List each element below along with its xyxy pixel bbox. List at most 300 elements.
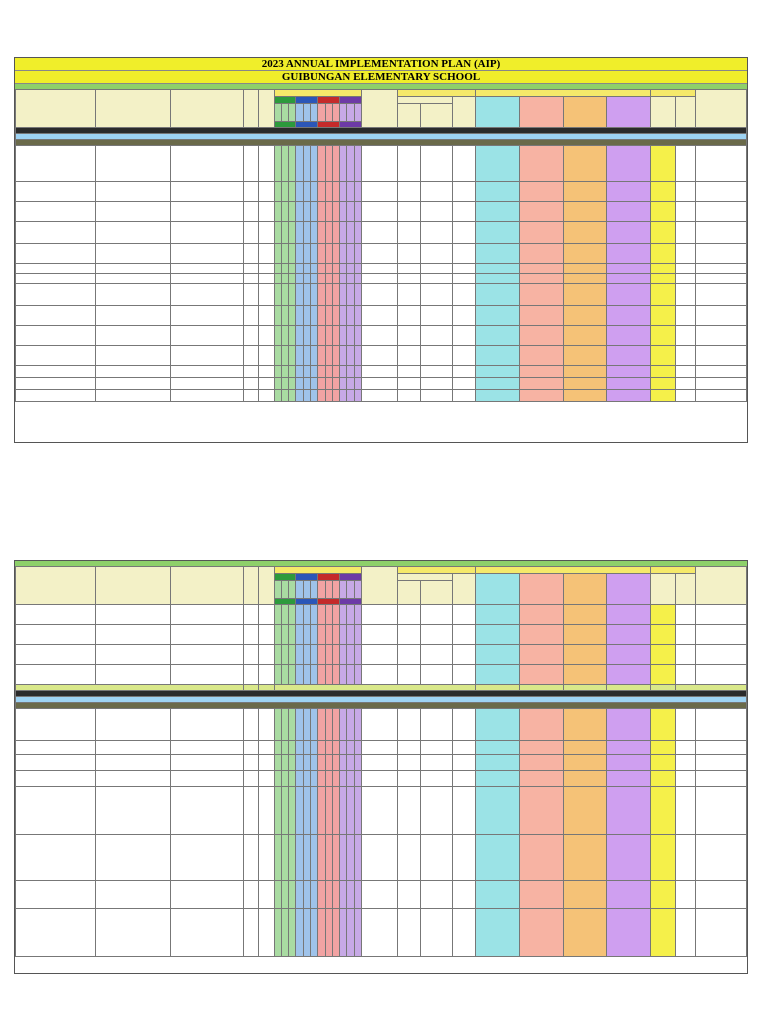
month-cell	[311, 284, 318, 306]
fin-q1-cell	[476, 741, 520, 755]
baseline-value	[244, 306, 259, 326]
source-cell	[676, 326, 695, 346]
source-cell	[676, 378, 695, 390]
source-cell	[676, 709, 695, 741]
month-cell	[347, 182, 354, 202]
header-planned-outputs	[16, 567, 96, 605]
month-cell	[311, 202, 318, 222]
success-indicator	[171, 326, 244, 346]
baseline-value	[244, 274, 259, 284]
month-cell	[281, 202, 288, 222]
month-cell	[354, 665, 361, 685]
month-cell	[354, 306, 361, 326]
month-cell	[289, 881, 296, 909]
table-row	[16, 665, 747, 685]
mooe-cell	[361, 909, 397, 957]
fin-q3-cell	[563, 741, 607, 755]
source-cell	[676, 881, 695, 909]
total-amount-cell	[650, 709, 676, 741]
table-row	[16, 366, 747, 378]
program-activity	[96, 625, 171, 645]
material-cell	[453, 222, 476, 244]
month-cell	[289, 346, 296, 366]
month-cell	[281, 605, 288, 625]
target-value	[258, 909, 274, 957]
participants-cell	[421, 326, 453, 346]
planned-output	[16, 881, 96, 909]
month-cell	[340, 787, 347, 835]
month-cell	[332, 182, 339, 202]
program-activity	[96, 909, 171, 957]
material-cell	[453, 182, 476, 202]
total-amount-cell	[650, 378, 676, 390]
header-q4	[340, 97, 362, 104]
month-cell	[289, 709, 296, 741]
month-cell	[303, 909, 310, 957]
fin-q3-cell	[563, 605, 607, 625]
success-indicator	[171, 881, 244, 909]
success-indicator	[171, 244, 244, 264]
program-activity	[96, 244, 171, 264]
table-row	[16, 222, 747, 244]
header-month	[311, 104, 318, 122]
month-cell	[347, 881, 354, 909]
total-amount-cell	[650, 645, 676, 665]
fin-q4-cell	[607, 222, 651, 244]
month-cell	[281, 146, 288, 182]
mooe-cell	[361, 146, 397, 182]
fin-q3-cell	[563, 709, 607, 741]
month-cell	[281, 264, 288, 274]
fin-q3-cell	[563, 182, 607, 202]
month-cell	[281, 787, 288, 835]
month-cell	[311, 274, 318, 284]
total-amount-cell	[650, 182, 676, 202]
program-activity	[96, 306, 171, 326]
remarks-cell	[695, 306, 746, 326]
month-cell	[274, 222, 281, 244]
month-cell	[354, 244, 361, 264]
header-source	[676, 574, 695, 605]
month-cell	[303, 202, 310, 222]
month-cell	[332, 222, 339, 244]
header-q4	[340, 574, 362, 581]
planned-output	[16, 264, 96, 274]
responsible-cell	[398, 378, 421, 390]
month-cell	[325, 390, 332, 402]
success-indicator	[171, 909, 244, 957]
month-cell	[303, 366, 310, 378]
month-cell	[289, 244, 296, 264]
header-programs	[96, 567, 171, 605]
month-cell	[296, 284, 303, 306]
mooe-cell	[361, 222, 397, 244]
header-source	[676, 97, 695, 128]
material-cell	[453, 909, 476, 957]
fin-q1-cell	[476, 605, 520, 625]
fin-q2-cell	[519, 755, 563, 771]
material-cell	[453, 390, 476, 402]
month-cell	[325, 264, 332, 274]
fin-q1-cell	[476, 366, 520, 378]
material-cell	[453, 881, 476, 909]
month-cell	[318, 306, 325, 326]
fin-q4-cell	[607, 835, 651, 881]
material-cell	[453, 274, 476, 284]
baseline-value	[244, 390, 259, 402]
material-cell	[453, 366, 476, 378]
baseline-value	[244, 264, 259, 274]
month-cell	[281, 244, 288, 264]
remarks-cell	[695, 182, 746, 202]
header-month	[296, 581, 303, 599]
fin-q4-cell	[607, 306, 651, 326]
month-cell	[303, 264, 310, 274]
month-cell	[274, 326, 281, 346]
source-cell	[676, 835, 695, 881]
participants-cell	[421, 625, 453, 645]
remarks-cell	[695, 146, 746, 182]
month-cell	[354, 222, 361, 244]
header-remarks	[695, 567, 746, 605]
responsible-cell	[398, 709, 421, 741]
month-cell	[340, 284, 347, 306]
month-cell	[347, 390, 354, 402]
mooe-cell	[361, 366, 397, 378]
header-month	[289, 104, 296, 122]
month-cell	[318, 645, 325, 665]
header-planned-outputs	[16, 90, 96, 128]
material-cell	[453, 605, 476, 625]
fin-q3-cell	[563, 222, 607, 244]
fin-q2-cell	[519, 146, 563, 182]
source-cell	[676, 306, 695, 326]
month-cell	[289, 146, 296, 182]
month-cell	[347, 755, 354, 771]
target-value	[258, 605, 274, 625]
fin-q2-cell	[519, 787, 563, 835]
participants-cell	[421, 146, 453, 182]
header-month	[325, 581, 332, 599]
remarks-cell	[695, 755, 746, 771]
participants-cell	[421, 274, 453, 284]
responsible-cell	[398, 366, 421, 378]
month-cell	[332, 881, 339, 909]
month-cell	[354, 284, 361, 306]
planned-output	[16, 390, 96, 402]
responsible-cell	[398, 881, 421, 909]
month-cell	[289, 366, 296, 378]
header-month	[347, 581, 354, 599]
month-cell	[289, 182, 296, 202]
fin-q2-cell	[519, 645, 563, 665]
table-row	[16, 244, 747, 264]
participants-cell	[421, 709, 453, 741]
fin-q4-cell	[607, 605, 651, 625]
header-fin-q1	[476, 574, 520, 605]
month-cell	[354, 709, 361, 741]
source-cell	[676, 222, 695, 244]
participants-cell	[421, 306, 453, 326]
program-activity	[96, 645, 171, 665]
target-value	[258, 645, 274, 665]
mooe-cell	[361, 835, 397, 881]
program-activity	[96, 326, 171, 346]
total-amount-cell	[650, 755, 676, 771]
target-value	[258, 741, 274, 755]
source-cell	[676, 645, 695, 665]
mooe-cell	[361, 326, 397, 346]
fin-q1-cell	[476, 146, 520, 182]
month-cell	[311, 665, 318, 685]
month-cell	[303, 605, 310, 625]
fin-q3-cell	[563, 284, 607, 306]
source-cell	[676, 741, 695, 755]
month-cell	[274, 741, 281, 755]
fin-q4-cell	[607, 625, 651, 645]
month-cell	[281, 835, 288, 881]
month-cell	[274, 755, 281, 771]
baseline-value	[244, 787, 259, 835]
table-row	[16, 625, 747, 645]
participants-cell	[421, 202, 453, 222]
month-cell	[325, 771, 332, 787]
fin-q4-cell	[607, 390, 651, 402]
header-remarks	[695, 90, 746, 128]
material-cell	[453, 645, 476, 665]
month-cell	[311, 390, 318, 402]
remarks-cell	[695, 909, 746, 957]
target-value	[258, 625, 274, 645]
responsible-cell	[398, 835, 421, 881]
month-cell	[318, 665, 325, 685]
month-cell	[325, 306, 332, 326]
month-cell	[340, 182, 347, 202]
month-cell	[332, 771, 339, 787]
baseline-value	[244, 366, 259, 378]
remarks-cell	[695, 881, 746, 909]
month-cell	[274, 274, 281, 284]
participants-cell	[421, 741, 453, 755]
fin-q2-cell	[519, 182, 563, 202]
header-physical-material	[453, 574, 476, 605]
program-activity	[96, 378, 171, 390]
month-cell	[274, 835, 281, 881]
table-row	[16, 182, 747, 202]
fin-q2-cell	[519, 346, 563, 366]
target-value	[258, 390, 274, 402]
program-activity	[96, 264, 171, 274]
month-cell	[325, 346, 332, 366]
month-cell	[325, 284, 332, 306]
month-cell	[325, 222, 332, 244]
header-fin-q2	[519, 97, 563, 128]
fin-q1-cell	[476, 274, 520, 284]
material-cell	[453, 146, 476, 182]
planned-output	[16, 222, 96, 244]
month-cell	[281, 274, 288, 284]
month-cell	[311, 709, 318, 741]
month-cell	[325, 605, 332, 625]
header-physical-targets	[274, 90, 361, 97]
total-amount-cell	[650, 390, 676, 402]
header-month	[332, 581, 339, 599]
month-cell	[303, 625, 310, 645]
header-month	[354, 581, 361, 599]
fin-q1-cell	[476, 909, 520, 957]
participants-cell	[421, 755, 453, 771]
month-cell	[274, 390, 281, 402]
header-month	[318, 581, 325, 599]
month-cell	[318, 390, 325, 402]
month-cell	[311, 771, 318, 787]
fin-q2-cell	[519, 378, 563, 390]
header-human-resource	[398, 574, 453, 581]
month-cell	[281, 326, 288, 346]
month-cell	[325, 787, 332, 835]
target-value	[258, 264, 274, 274]
responsible-cell	[398, 605, 421, 625]
month-cell	[354, 182, 361, 202]
header-resource-requirements	[398, 567, 476, 574]
month-cell	[347, 326, 354, 346]
month-cell	[296, 306, 303, 326]
responsible-cell	[398, 306, 421, 326]
material-cell	[453, 202, 476, 222]
month-cell	[303, 835, 310, 881]
program-activity	[96, 881, 171, 909]
fin-q1-cell	[476, 326, 520, 346]
month-cell	[340, 146, 347, 182]
responsible-cell	[398, 741, 421, 755]
remarks-cell	[695, 709, 746, 741]
aip-table-2	[15, 566, 747, 957]
remarks-cell	[695, 378, 746, 390]
month-cell	[340, 881, 347, 909]
program-activity	[96, 222, 171, 244]
month-cell	[332, 645, 339, 665]
month-cell	[281, 625, 288, 645]
mooe-cell	[361, 346, 397, 366]
month-cell	[311, 182, 318, 202]
program-activity	[96, 787, 171, 835]
month-cell	[318, 274, 325, 284]
month-cell	[332, 346, 339, 366]
header-month	[340, 581, 347, 599]
success-indicator	[171, 605, 244, 625]
month-cell	[281, 366, 288, 378]
fin-q3-cell	[563, 771, 607, 787]
month-cell	[318, 909, 325, 957]
month-cell	[311, 625, 318, 645]
month-cell	[311, 909, 318, 957]
month-cell	[311, 755, 318, 771]
material-cell	[453, 709, 476, 741]
material-cell	[453, 346, 476, 366]
remarks-cell	[695, 264, 746, 274]
fin-q4-cell	[607, 645, 651, 665]
month-cell	[347, 274, 354, 284]
month-cell	[274, 244, 281, 264]
month-cell	[311, 326, 318, 346]
month-cell	[332, 264, 339, 274]
total-amount-cell	[650, 665, 676, 685]
month-cell	[311, 366, 318, 378]
success-indicator	[171, 390, 244, 402]
success-indicator	[171, 222, 244, 244]
month-cell	[296, 366, 303, 378]
header-total-amount	[650, 574, 676, 605]
responsible-cell	[398, 202, 421, 222]
source-cell	[676, 202, 695, 222]
table-row	[16, 264, 747, 274]
total-amount-cell	[650, 366, 676, 378]
header-month	[340, 104, 347, 122]
participants-cell	[421, 390, 453, 402]
header-fin-q2	[519, 574, 563, 605]
aip-sheet-page-1	[14, 57, 748, 443]
fin-q1-cell	[476, 771, 520, 787]
total-amount-cell	[650, 326, 676, 346]
responsible-cell	[398, 222, 421, 244]
fin-q3-cell	[563, 881, 607, 909]
header-resource-requirements	[398, 90, 476, 97]
fin-q4-cell	[607, 182, 651, 202]
program-activity	[96, 741, 171, 755]
month-cell	[347, 771, 354, 787]
target-value	[258, 709, 274, 741]
month-cell	[311, 605, 318, 625]
month-cell	[311, 645, 318, 665]
table-row	[16, 346, 747, 366]
month-cell	[332, 390, 339, 402]
planned-output	[16, 202, 96, 222]
month-cell	[318, 755, 325, 771]
target-value	[258, 202, 274, 222]
month-cell	[303, 284, 310, 306]
month-cell	[325, 755, 332, 771]
month-cell	[311, 264, 318, 274]
material-cell	[453, 787, 476, 835]
month-cell	[347, 244, 354, 264]
material-cell	[453, 284, 476, 306]
header-month	[311, 581, 318, 599]
planned-output	[16, 366, 96, 378]
source-cell	[676, 771, 695, 787]
month-cell	[289, 741, 296, 755]
month-cell	[325, 366, 332, 378]
month-cell	[340, 625, 347, 645]
remarks-cell	[695, 346, 746, 366]
fin-q3-cell	[563, 665, 607, 685]
source-cell	[676, 274, 695, 284]
source-cell	[676, 366, 695, 378]
fin-q1-cell	[476, 881, 520, 909]
total-amount-cell	[650, 771, 676, 787]
fin-q3-cell	[563, 835, 607, 881]
month-cell	[303, 755, 310, 771]
planned-output	[16, 605, 96, 625]
participants-cell	[421, 222, 453, 244]
mooe-cell	[361, 274, 397, 284]
fin-q4-cell	[607, 274, 651, 284]
planned-output	[16, 755, 96, 771]
success-indicator	[171, 771, 244, 787]
participants-cell	[421, 346, 453, 366]
fin-q4-cell	[607, 787, 651, 835]
month-cell	[354, 378, 361, 390]
target-value	[258, 306, 274, 326]
